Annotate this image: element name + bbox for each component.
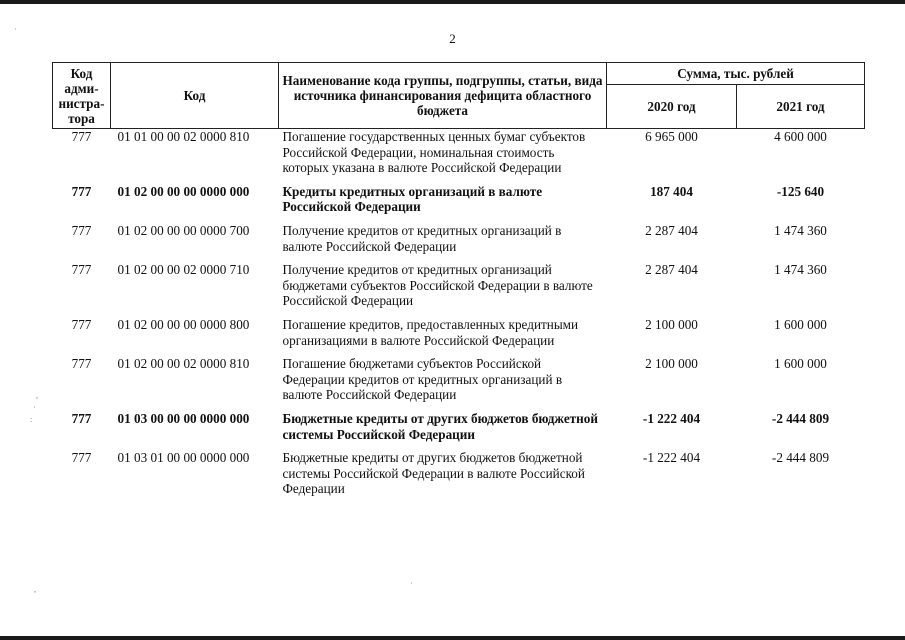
cell-name: Получение кредитов от кредитных организаций бюджетами субъектов Российской Федерации в валюте Российской Федерации <box>282 262 593 309</box>
cell-name: Погашение государственных ценных бумаг субъектов Российской Федерации, номинальная стоимость которых указана в валюте Российской Федерации <box>282 129 586 176</box>
scan-speck: : <box>30 415 33 424</box>
table-row <box>53 450 865 505</box>
cell-name: Бюджетные кредиты от других бюджетов бюджетной системы Российской Федерации в валюте Российской Федерации <box>282 450 585 497</box>
cell-admin-code: 777 <box>71 262 92 278</box>
header-name: Наименование кода группы, подгруппы, статьи, вида источника финансирования дефицита областного бюджета <box>279 63 607 129</box>
cell-name: Погашение бюджетами субъектов Российской Федерации кредитов от кредитных организаций в валюте Российской Федерации <box>282 356 563 403</box>
cell-code: 01 03 00 00 00 0000 000 <box>117 410 250 426</box>
cell-admin-code: 777 <box>71 450 92 466</box>
scan-speck: , <box>34 585 36 594</box>
cell-amount-2020: 6 965 000 <box>645 129 698 144</box>
cell-code: 01 02 00 00 00 0000 000 <box>117 183 250 199</box>
cell-amount-2021: -2 444 809 <box>771 450 830 466</box>
cell-code: 01 02 00 00 02 0000 810 <box>117 356 250 372</box>
cell-amount-2020: 187 404 <box>650 183 693 199</box>
scan-top-border <box>0 0 905 4</box>
cell-admin-code: 777 <box>71 410 92 426</box>
cell-amount-2020: -1 222 404 <box>642 410 701 426</box>
cell-admin-code: 777 <box>71 356 92 372</box>
cell-name: Бюджетные кредиты от других бюджетов бюджетной системы Российской Федерации <box>282 410 598 442</box>
cell-code: 01 02 00 00 02 0000 710 <box>117 262 250 278</box>
cell-name: Кредиты кредитных организаций в валюте Российской Федерации <box>282 183 543 215</box>
table-row <box>53 129 865 184</box>
cell-code: 01 01 00 00 02 0000 810 <box>117 129 250 144</box>
header-sum: Сумма, тыс. рублей <box>607 63 865 85</box>
cell-amount-2021: 1 600 000 <box>774 316 827 332</box>
financing-sources-table <box>52 62 865 505</box>
header-admin-code: Код адми-нистра-тора <box>53 63 111 129</box>
table-row <box>53 411 865 450</box>
cell-code: 01 03 01 00 00 0000 000 <box>117 450 250 466</box>
table-row <box>53 356 865 411</box>
cell-admin-code: 777 <box>71 183 92 199</box>
cell-code: 01 02 00 00 00 0000 800 <box>117 316 250 332</box>
cell-amount-2021: 1 474 360 <box>774 262 827 278</box>
cell-amount-2020: 2 100 000 <box>645 356 698 372</box>
table-row <box>53 184 865 223</box>
scan-speck: · <box>33 403 36 412</box>
cell-amount-2021: 1 474 360 <box>774 222 827 238</box>
header-year-2021: 2021 год <box>737 85 865 129</box>
table-row <box>53 317 865 356</box>
cell-admin-code: 777 <box>71 129 92 144</box>
cell-amount-2020: 2 287 404 <box>645 222 698 238</box>
table-row <box>53 223 865 262</box>
cell-name: Погашение кредитов, предоставленных кредитными организациями в валюте Российской Федерации <box>282 316 579 348</box>
cell-amount-2020: 2 100 000 <box>645 316 698 332</box>
scan-bottom-border <box>0 636 905 640</box>
cell-amount-2021: -125 640 <box>776 183 825 199</box>
header-year-2020: 2020 год <box>607 85 737 129</box>
scan-speck: , <box>36 391 38 400</box>
cell-amount-2021: 1 600 000 <box>774 356 827 372</box>
cell-code: 01 02 00 00 00 0000 700 <box>117 222 250 238</box>
scan-speck: · <box>14 25 17 34</box>
cell-admin-code: 777 <box>71 222 92 238</box>
scan-speck: · <box>410 579 413 588</box>
cell-amount-2020: 2 287 404 <box>645 262 698 278</box>
cell-name: Получение кредитов от кредитных организаций в валюте Российской Федерации <box>282 222 562 254</box>
header-code: Код <box>111 63 279 129</box>
cell-amount-2020: -1 222 404 <box>642 450 701 466</box>
table-body <box>53 129 865 505</box>
cell-amount-2021: 4 600 000 <box>774 129 827 144</box>
table-row <box>53 262 865 317</box>
table-header <box>53 63 865 129</box>
page-number: 2 <box>449 31 456 46</box>
cell-admin-code: 777 <box>71 316 92 332</box>
cell-amount-2021: -2 444 809 <box>771 410 830 426</box>
